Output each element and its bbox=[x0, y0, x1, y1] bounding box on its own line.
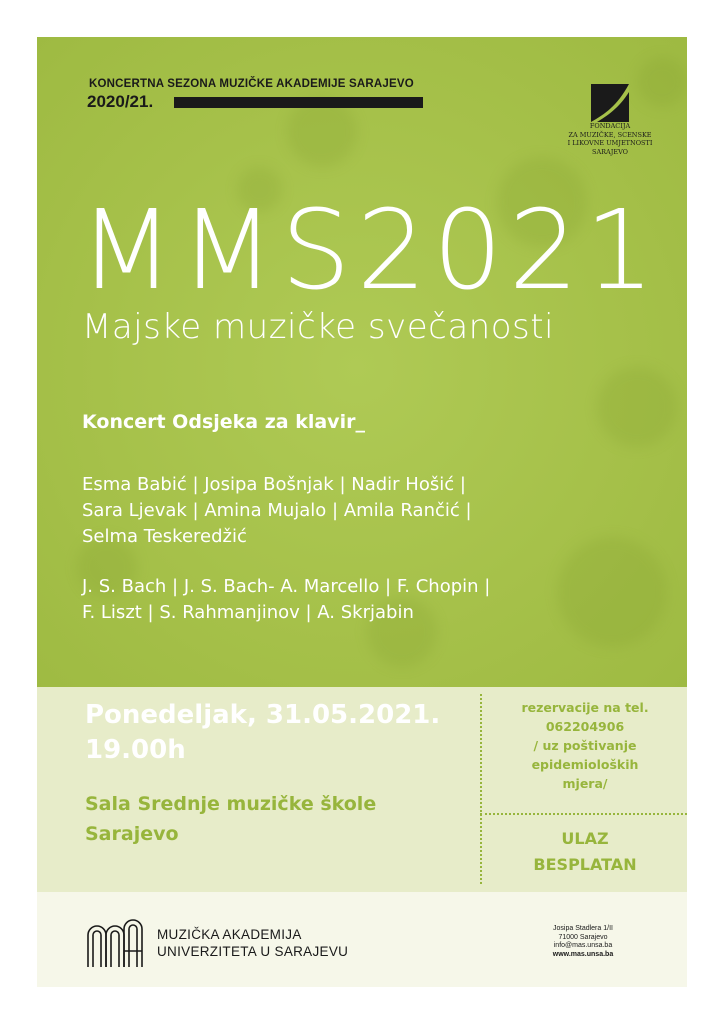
concert-name: Koncert Odsjeka za klavir_ bbox=[82, 411, 365, 433]
contact-city: 71000 Sarajevo bbox=[558, 933, 608, 941]
season-heading: KONCERTNA SEZONA MUZIČKE AKADEMIJE SARAJEVO bbox=[89, 78, 414, 90]
dotted-divider-horizontal bbox=[480, 813, 687, 815]
foundation-label bbox=[558, 122, 662, 156]
academy-line-2: UNIVERZITETA U SARAJEVU bbox=[157, 944, 349, 959]
performers-line: Selma Teskeredžić bbox=[82, 526, 247, 547]
foundation-line-4: SARAJEVO bbox=[592, 147, 628, 156]
venue-line-2: Sarajevo bbox=[85, 823, 179, 845]
free-entry-label bbox=[485, 826, 685, 878]
reservation-line: mjera/ bbox=[562, 776, 608, 791]
academy-contact bbox=[535, 925, 631, 959]
entry-line: ULAZ bbox=[561, 829, 609, 848]
reservation-line: / uz poštivanje bbox=[533, 738, 637, 753]
composers-list bbox=[82, 574, 682, 626]
season-year: 2020/21. bbox=[87, 92, 154, 111]
composers-line: F. Liszt | S. Rahmanjinov | A. Skrjabin bbox=[82, 602, 414, 623]
contact-website[interactable]: www.mas.unsa.ba bbox=[552, 950, 614, 958]
foundation-line-1: FONDACIJA bbox=[589, 122, 631, 130]
academy-logo-icon bbox=[85, 915, 145, 969]
event-datetime bbox=[85, 698, 440, 768]
entry-line: BESPLATAN bbox=[533, 855, 637, 874]
venue-line-1: Sala Srednje muzičke škole bbox=[85, 793, 377, 815]
foundation-line-3: I LIKOVNE UMJETNOSTI bbox=[567, 139, 653, 147]
reservation-info bbox=[485, 698, 685, 793]
year-bar bbox=[174, 97, 423, 108]
academy-line-1: MUZIČKA AKADEMIJA bbox=[157, 927, 302, 942]
performers-line: Esma Babić | Josipa Bošnjak | Nadir Hošić | bbox=[82, 474, 466, 495]
reservation-line: epidemioloških bbox=[531, 757, 639, 772]
composers-line: J. S. Bach | J. S. Bach- A. Marcello | F. Chopin | bbox=[82, 576, 491, 597]
reservation-line: rezervacije na tel. bbox=[521, 700, 649, 715]
academy-name bbox=[157, 926, 348, 960]
event-venue bbox=[85, 789, 376, 849]
concert-poster bbox=[37, 37, 687, 987]
dotted-divider-vertical bbox=[480, 694, 482, 884]
reservation-phone: 062204906 bbox=[545, 719, 625, 734]
contact-email[interactable]: info@mas.unsa.ba bbox=[553, 942, 613, 949]
contact-address: Josipa Stadlera 1/II bbox=[553, 925, 613, 932]
event-date: Ponedeljak, 31.05.2021. bbox=[85, 700, 441, 730]
foundation-line-2: ZA MUZIČKE, SCENSKE bbox=[568, 130, 652, 139]
festival-title: MMS2021 bbox=[79, 186, 661, 314]
performers-list bbox=[82, 472, 682, 550]
foundation-logo-icon bbox=[591, 84, 629, 122]
festival-subtitle: Majske muzičke svečanosti bbox=[82, 307, 555, 347]
event-time: 19.00h bbox=[85, 735, 186, 765]
performers-line: Sara Ljevak | Amina Mujalo | Amila Rančić | bbox=[82, 500, 472, 521]
